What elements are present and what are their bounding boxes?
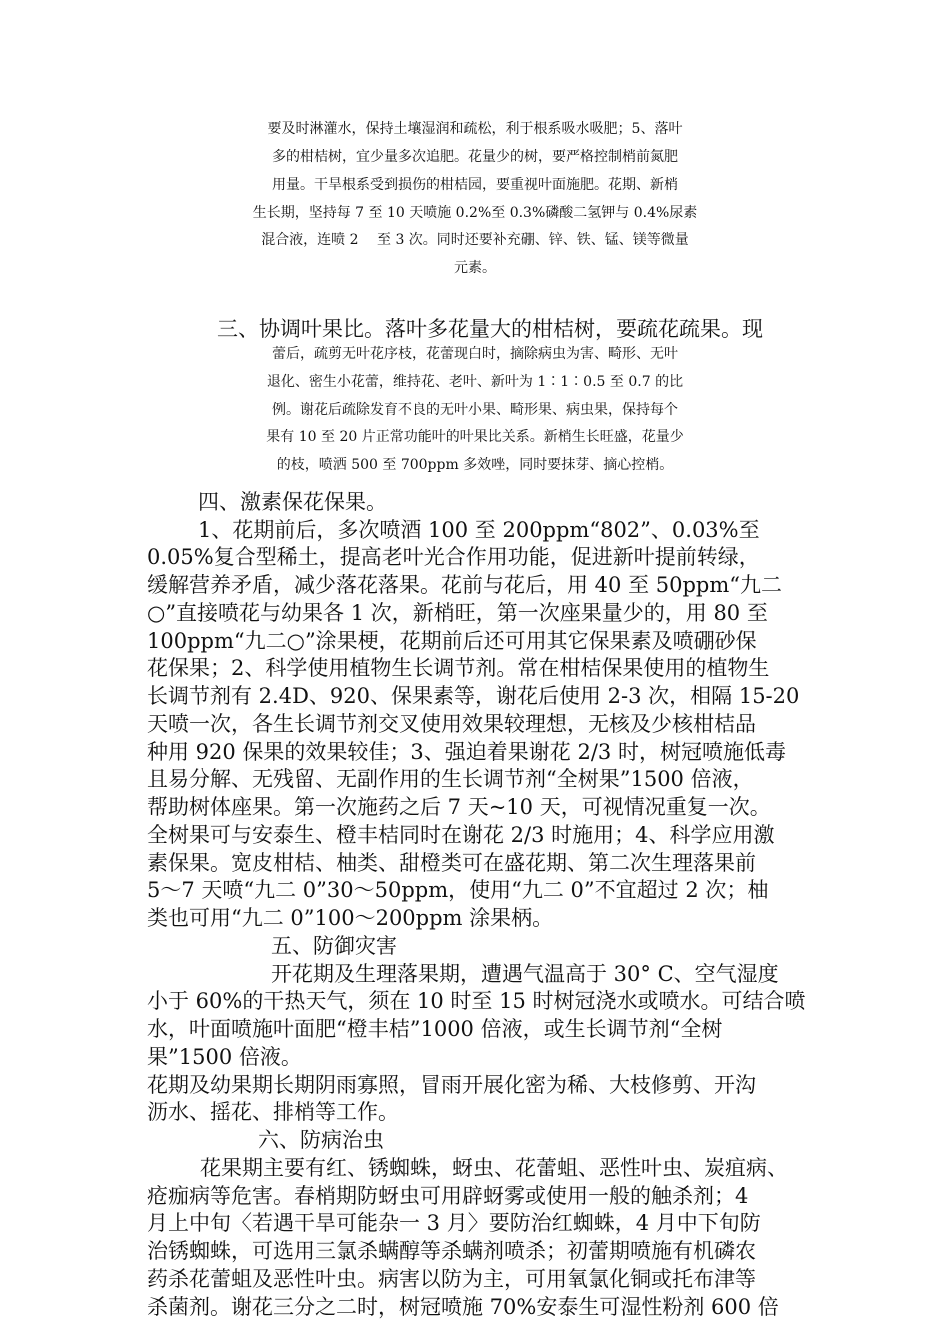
- text-line: 杀菌剂。谢花三分之二时，树冠喷施 70%安泰生可湿性粉剂 600 倍: [147, 1295, 779, 1319]
- text-line: 沥水、摇花、排梢等工作。: [147, 1100, 399, 1124]
- text-line: 治锈蜘蛛，可选用三氯杀螨醇等杀螨剂喷杀；初蕾期喷施有机磷农: [147, 1239, 756, 1263]
- text-line: 全树果可与安泰生、橙丰桔同时在谢花 2/3 时施用；4、科学应用激: [147, 823, 775, 847]
- text-line: 天喷一次，各生长调节剂交叉使用效果较理想，无核及少核柑桔品: [147, 712, 756, 736]
- text-line: 小于 60%的干热天气，须在 10 时至 15 时树冠浇水或喷水。可结合喷: [147, 989, 806, 1013]
- text-line: 1、花期前后，多次喷酒 100 至 200ppm“802”、0.03%至: [198, 518, 760, 542]
- text-line: 果”1500 倍液。: [147, 1045, 302, 1069]
- section-heading: 五、防御灾害: [271, 934, 397, 958]
- text-line: 100ppm“九二○”涂果梗，花期前后还可用其它保果素及喷硼砂保: [147, 629, 757, 653]
- text-line: 生长期，坚持每 7 至 10 天喷施 0.2%至 0.3%磷酸二氢钾与 0.4%尿素: [252, 205, 698, 221]
- text-line: 用量。干旱根系受到损伤的柑桔园，要重视叶面施肥。花期、新梢: [272, 177, 678, 193]
- text-line: 0.05%复合型稀土，提高老叶光合作用功能，促进新叶提前转绿，: [147, 545, 760, 569]
- text-line: 多的柑桔树，宜少量多次追肥。花量少的树，要严格控制梢前氮肥: [272, 149, 678, 165]
- text-line: 开花期及生理落果期，遭遇气温高于 30° C、空气湿度: [271, 962, 779, 986]
- text-line: ○”直接喷花与幼果各 1 次，新梢旺，第一次座果量少的，用 80 至: [147, 601, 768, 625]
- text-line: 蕾后，疏剪无叶花序枝，花蕾现白时，摘除病虫为害、畸形、无叶: [272, 346, 678, 362]
- text-line: 长调节剂有 2.4D、920、保果素等，谢花后使用 2-3 次，相隔 15-20: [147, 684, 800, 708]
- text-line: 果有 10 至 20 片正常功能叶的叶果比关系。新梢生长旺盛，花量少: [266, 429, 684, 445]
- text-line: 退化、密生小花蕾，维持花、老叶、新叶为 1∶1∶0.5 至 0.7 的比: [266, 374, 684, 390]
- text-line: 水，叶面喷施叶面肥“橙丰桔”1000 倍液，或生长调节剂“全树: [147, 1017, 723, 1041]
- text-line: 缓解营养矛盾，减少落花落果。花前与花后，用 40 至 50ppm“九二: [147, 573, 783, 597]
- section-heading: 三、协调叶果比。落叶多花量大的柑桔树，要疏花疏果。现: [217, 317, 763, 341]
- text-line: 花果期主要有红、锈蜘蛛，蚜虫、花蕾蛆、恶性叶虫、炭疽病、: [200, 1156, 788, 1180]
- text-line: 素保果。宽皮柑桔、柚类、甜橙类可在盛花期、第二次生理落果前: [147, 851, 756, 875]
- section-heading: 四、激素保花保果。: [198, 490, 387, 514]
- text-line: 帮助树体座果。第一次施药之后 7 天~10 天，可视情况重复一次。: [147, 795, 771, 819]
- text-line: 种用 920 保果的效果较佳；3、强迫着果谢花 2/3 时，树冠喷施低毒: [147, 740, 786, 764]
- text-line: 元素。: [454, 260, 496, 276]
- text-line: 的枝，喷洒 500 至 700ppm 多效唑，同时要抹芽、摘心控梢。: [276, 457, 674, 473]
- text-line: 5～7 天喷“九二 0”30～50ppm，使用“九二 0”不宜超过 2 次；柚: [147, 878, 769, 902]
- text-line: 药杀花蕾蛆及恶性叶虫。病害以防为主，可用氧氯化铜或托布津等: [147, 1267, 756, 1291]
- text-line: 月上中旬〈若遇干旱可能杂一 3 月〉要防治红蜘蛛，4 月中下旬防: [147, 1211, 761, 1235]
- section-heading: 六、防病治虫: [258, 1128, 384, 1152]
- text-line: 例。谢花后疏除发育不良的无叶小果、畸形果、病虫果，保持每个: [272, 402, 678, 418]
- text-line: 混合液，连喷 2 至 3 次。同时还要补充硼、锌、铁、锰、镁等微量: [261, 232, 689, 248]
- text-line: 花期及幼果期长期阴雨寡照，冒雨开展化密为稀、大枝修剪、开沟: [147, 1073, 756, 1097]
- text-line: 花保果；2、科学使用植物生长调节剂。常在柑桔保果使用的植物生: [147, 656, 770, 680]
- text-line: 疮痂病等危害。春梢期防蚜虫可用辟蚜雾或使用一般的触杀剂；4: [147, 1184, 749, 1208]
- text-line: 类也可用“九二 0”100～200ppm 涂果柄。: [147, 906, 554, 930]
- text-line: 要及时淋灌水，保持土壤湿润和疏松，利于根系吸水吸肥；5、落叶: [267, 121, 683, 137]
- text-line: 且易分解、无残留、无副作用的生长调节剂“全树果”1500 倍液，: [147, 767, 754, 791]
